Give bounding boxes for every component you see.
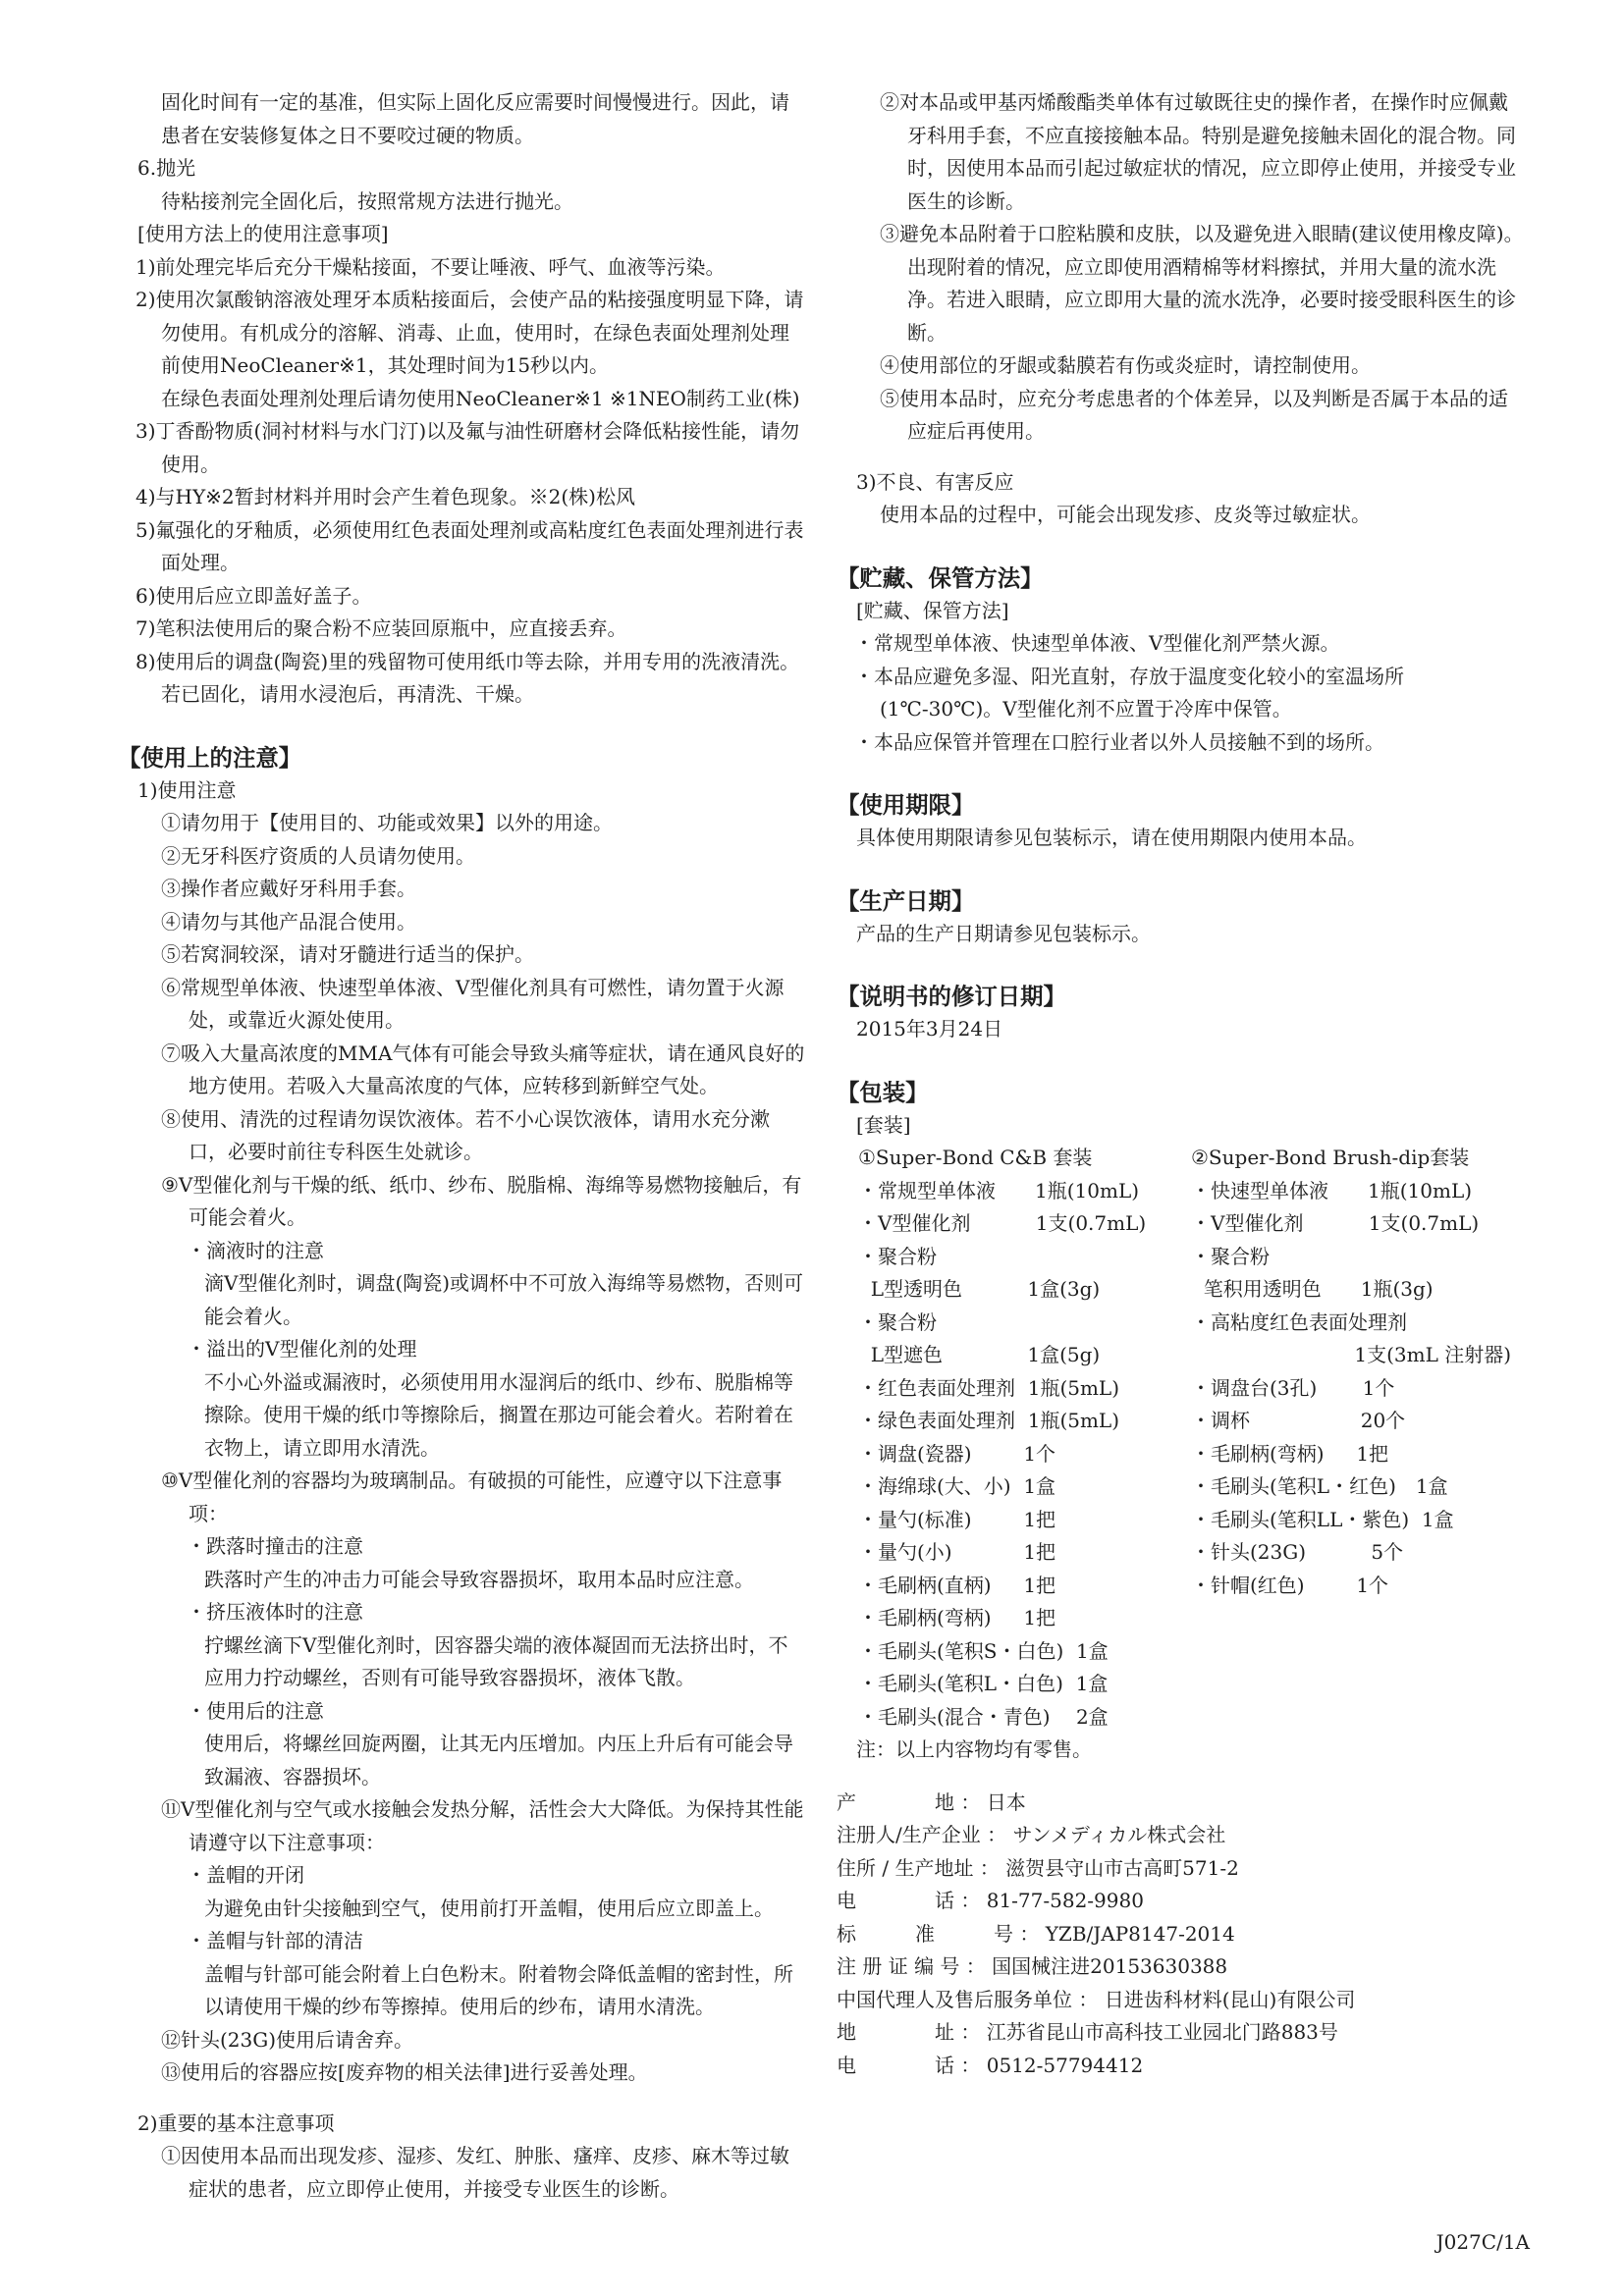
paragraph: ⑪V型催化剂与空气或水接触会发热分解，活性会大大降低。为保持其性能请遵守以下注意事项： <box>161 1797 804 1854</box>
package-item: ・常规型单体液 1瓶(10mL) <box>858 1178 1140 1202</box>
package-item: ・海绵球(大、小) 1盒 <box>858 1474 1056 1498</box>
paragraph: 为避免由针尖接触到空气，使用前打开盖帽，使用后应立即盖上。 <box>204 1896 774 1920</box>
paragraph: [贮藏、保管方法] <box>856 598 1009 622</box>
paragraph: 滴V型催化剂时，调盘(陶瓷)或调杯中不可放入海绵等易燃物，否则可能会着火。 <box>204 1271 804 1328</box>
paragraph: ⑬使用后的容器应按[废弃物的相关法律]进行妥善处理。 <box>161 2060 648 2084</box>
paragraph: 具体使用期限请参见包装标示，请在使用期限内使用本品。 <box>856 826 1367 849</box>
paragraph: ⑤若窝洞较深，请对牙髓进行适当的保护。 <box>161 942 534 966</box>
package-col-brush-dip <box>1191 1142 1524 1734</box>
paragraph: ④请勿与其他产品混合使用。 <box>161 909 416 934</box>
paragraph: ③操作者应戴好牙科用手套。 <box>161 877 416 900</box>
paragraph: 待粘接剂完全固化后，按照常规方法进行抛光。 <box>161 188 573 213</box>
info-line: 注 册 证 编 号 ： 国国械注进20153630388 <box>837 1954 1228 1978</box>
paragraph: ①因使用本品而出现发疹、湿疹、发红、肿胀、瘙痒、皮疹、麻木等过敏症状的患者，应立即停止使用，并接受专业医生的诊断。 <box>161 2144 789 2201</box>
paragraph: 使用本品的过程中，可能会出现发疹、皮炎等过敏症状。 <box>880 503 1371 526</box>
paragraph: 固化时间有一定的基准，但实际上固化反应需要时间慢慢进行。因此，请患者在安装修复体之日不要咬过硬的物质。 <box>161 90 789 147</box>
package-item: ・量勺(小) 1把 <box>858 1540 1056 1564</box>
package-table <box>837 1142 1524 1734</box>
package-item: ・毛刷柄(直柄) 1把 <box>858 1573 1056 1597</box>
spacer <box>837 759 1524 788</box>
package-item: ・针头(23G) 5个 <box>1191 1540 1404 1564</box>
package-item: ・毛刷头(笔积S・白色) 1盒 <box>858 1638 1109 1663</box>
paragraph: 拧螺丝滴下V型催化剂时，因容器尖端的液体凝固而无法挤出时，不应用力拧动螺丝，否则有可能导致容器损坏，液体飞散。 <box>204 1632 788 1689</box>
paragraph: 产品的生产日期请参见包装标示。 <box>856 921 1151 945</box>
left-column <box>118 86 805 2206</box>
section-heading: 【使用期限】 <box>837 791 975 819</box>
package-item: ・高粘度红色表面处理剂 <box>1191 1309 1407 1334</box>
package-note: 注：以上内容物均有零售。 <box>856 1737 1092 1761</box>
section-heading: 【包装】 <box>837 1078 929 1106</box>
paragraph: 3)丁香酚物质(洞衬材料与水门汀)以及氟与油性研磨材会降低粘接性能，请勿使用。 <box>135 419 800 476</box>
spacer <box>837 855 1524 884</box>
section-heading: 【贮藏、保管方法】 <box>837 563 1044 592</box>
paragraph: ・挤压液体时的注意 <box>187 1600 363 1624</box>
spacer <box>837 449 1524 466</box>
info-line: 电 话 ： 0512-57794412 <box>837 2053 1144 2077</box>
paragraph: 8)使用后的调盘(陶瓷)里的残留物可使用纸巾等去除，并用专用的洗液清洗。若已固化，请用水浸泡后，再清洗、干燥。 <box>135 649 800 706</box>
info-line: 地 址 ： 江苏省昆山市高科技工业园北门路883号 <box>837 2020 1338 2044</box>
package-item: ・V型催化剂 1支(0.7mL) <box>858 1211 1147 1235</box>
info-line: 电 话 ： 81-77-582-9980 <box>837 1889 1144 1912</box>
paragraph: 盖帽与针部可能会附着上白色粉末。附着物会降低盖帽的密封性，所以请使用干燥的纱布等擦掉。使用后的纱布，请用水清洗。 <box>204 1961 793 2018</box>
section-heading: 【使用上的注意】 <box>118 743 302 772</box>
package-item: ・毛刷头(笔积L・红色) 1盒 <box>1191 1474 1448 1498</box>
info-line: 标 准 号 ： YZB/JAP8147-2014 <box>837 1921 1235 1946</box>
package-item: ・聚合粉 <box>858 1309 937 1334</box>
spacer <box>837 950 1524 980</box>
paragraph: 7)笔积法使用后的聚合粉不应装回原瓶中，应直接丢弃。 <box>135 616 627 640</box>
paragraph: 使用后，将螺丝回旋两圈，让其无内压增加。内压上升后有可能会导致漏液、容器损坏。 <box>204 1732 793 1789</box>
info-line: 产 地 ： 日本 <box>837 1789 1026 1814</box>
info-line: 注册人/生产企业 ： サンメディカル株式会社 <box>837 1823 1226 1846</box>
paragraph: ・溢出的V型催化剂的处理 <box>187 1337 417 1361</box>
right-column <box>837 86 1524 2082</box>
paragraph: 6.抛光 <box>137 156 196 180</box>
paragraph: ⑦吸入大量高浓度的MMA气体有可能会导致头痛等症状，请在通风良好的地方使用。若吸入大量高浓度的气体，应转移到新鲜空气处。 <box>161 1041 805 1097</box>
package-item: ・针帽(红色) 1个 <box>1191 1573 1389 1597</box>
paragraph: 1)前处理完毕后充分干燥粘接面，不要让唾液、呼气、血液等污染。 <box>135 254 726 279</box>
package-item: 1支(3mL 注射器) <box>1191 1343 1512 1366</box>
paragraph: ・本品应保管并管理在口腔行业者以外人员接触不到的场所。 <box>854 729 1384 754</box>
paragraph: ⑤使用本品时，应充分考虑患者的个体差异，以及判断是否属于本品的适应症后再使用。 <box>880 386 1508 443</box>
paragraph: ・盖帽与针部的清洁 <box>187 1929 363 1952</box>
package-item: ②Super-Bond Brush-dip套装 <box>1191 1146 1470 1169</box>
document-code: J027C/1A <box>1435 2230 1530 2254</box>
paragraph: 3)不良、有害反应 <box>856 469 1014 494</box>
package-item: ・绿色表面处理剂 1瓶(5mL) <box>858 1409 1120 1432</box>
paragraph: 6)使用后应立即盖好盖子。 <box>135 583 372 608</box>
paragraph: ①请勿用于【使用目的、功能或效果】以外的用途。 <box>161 811 613 834</box>
paragraph: 5)氟强化的牙釉质，必须使用红色表面处理剂或高粘度红色表面处理剂进行表面处理。 <box>135 517 804 574</box>
package-item: ・红色表面处理剂 1瓶(5mL) <box>858 1375 1120 1400</box>
paragraph: 不小心外溢或漏液时，必须使用用水湿润后的纸巾、纱布、脱脂棉等擦除。使用干燥的纸巾等擦除后，搁置在那边可能会着火。若附着在衣物上，请立即用水清洗。 <box>204 1369 793 1460</box>
paragraph: 跌落时产生的冲击力可能会导致容器损坏，取用本品时应注意。 <box>204 1567 754 1591</box>
paragraph: ③避免本品附着于口腔粘膜和皮肤，以及避免进入眼睛(建议使用橡皮障)。出现附着的情况，应立即使用酒精棉等材料擦拭，并用大量的流水洗净。若进入眼睛，应立即用大量的流水洗净，必要时接受眼科医生的诊断。 <box>880 222 1524 345</box>
paragraph: ⑩V型催化剂的容器均为玻璃制品。有破损的可能性，应遵守以下注意事项： <box>161 1468 783 1525</box>
paragraph: ②对本品或甲基丙烯酸酯类单体有过敏既往史的操作者，在操作时应佩戴牙科用手套，不应直接接触本品。特别是避免接触未固化的混合物。同时，因使用本品而引起过敏症状的情况，应立即停止使用，并接受专业医生的诊断。 <box>880 90 1516 213</box>
spacer <box>837 1046 1524 1076</box>
paragraph: ⑫针头(23G)使用后请舍弃。 <box>161 2027 414 2052</box>
paragraph: ・使用后的注意 <box>187 1698 324 1723</box>
spacer <box>118 712 805 741</box>
manufacturer-info <box>837 1787 1524 2083</box>
paragraph: [使用方法上的使用注意事项] <box>137 222 389 245</box>
package-item: ・量勺(标准) 1把 <box>858 1507 1056 1531</box>
paragraph: 4)与HY※2暂封材料并用时会产生着色现象。※2(株)松风 <box>135 485 635 508</box>
spacer <box>118 2090 805 2108</box>
package-item: 笔积用透明色 1瓶(3g) <box>1191 1277 1434 1301</box>
package-item: L型遮色 1盒(5g) <box>858 1343 1101 1366</box>
package-item: ・调盘(瓷器) 1个 <box>858 1441 1056 1466</box>
package-item: ・毛刷头(笔积LL・紫色) 1盒 <box>1191 1507 1454 1531</box>
package-item: L型透明色 1盒(3g) <box>858 1277 1101 1301</box>
paragraph: 2015年3月24日 <box>856 1017 1003 1041</box>
paragraph: ④使用部位的牙龈或黏膜若有伤或炎症时，请控制使用。 <box>880 353 1371 377</box>
section-heading: 【生产日期】 <box>837 886 975 915</box>
package-col-cb <box>858 1142 1191 1734</box>
section-heading: 【说明书的修订日期】 <box>837 983 1066 1010</box>
paragraph: ⑨V型催化剂与干燥的纸、纸巾、纱布、脱脂棉、海绵等易燃物接触后，有可能会着火。 <box>161 1172 802 1229</box>
paragraph: ・本品应避免多湿、阳光直射，存放于温度变化较小的室温场所(1℃-30℃)。V型催化剂不应置于冷库中保管。 <box>854 664 1404 721</box>
paragraph: 2)重要的基本注意事项 <box>137 2110 335 2135</box>
paragraph: ⑧使用、清洗的过程请勿误饮液体。若不小心误饮液体，请用水充分漱口，必要时前往专科医生处就诊。 <box>161 1106 770 1163</box>
spacer <box>837 532 1524 561</box>
package-item: ・聚合粉 <box>1191 1244 1270 1268</box>
package-item: ・V型催化剂 1支(0.7mL) <box>1191 1211 1480 1235</box>
paragraph: 在绿色表面处理剂处理后请勿使用NeoCleaner※1 ※1NEO制药工业(株) <box>161 386 800 410</box>
paragraph: 1)使用注意 <box>137 777 237 802</box>
paragraph: ②无牙科医疗资质的人员请勿使用。 <box>161 843 475 868</box>
right-flow <box>837 86 1524 1142</box>
package-item: ・毛刷柄(弯柄) 1把 <box>1191 1441 1389 1466</box>
package-item: ・调杯 20个 <box>1191 1409 1406 1432</box>
paragraph: ⑥常规型单体液、快速型单体液、V型催化剂具有可燃性，请勿置于火源处，或靠近火源处使用。 <box>161 975 785 1032</box>
package-item: ・毛刷头(混合・青色) 2盒 <box>858 1704 1109 1729</box>
paragraph: ・跌落时撞击的注意 <box>187 1534 363 1558</box>
info-line: 中国代理人及售后服务单位 ： 日进齿科材料(昆山)有限公司 <box>837 1987 1356 2011</box>
paragraph: ・滴液时的注意 <box>187 1238 324 1262</box>
package-item: ①Super-Bond C&B 套装 <box>858 1146 1093 1169</box>
paragraph: ・盖帽的开闭 <box>187 1863 304 1887</box>
package-item: ・毛刷柄(弯柄) 1把 <box>858 1606 1056 1629</box>
package-item: ・快速型单体液 1瓶(10mL) <box>1191 1178 1473 1202</box>
package-item: ・调盘台(3孔) 1个 <box>1191 1375 1395 1400</box>
info-line: 住所 / 生产地址 ： 滋贺县守山市古高町571-2 <box>837 1855 1239 1880</box>
paragraph: ・常规型单体液、快速型单体液、V型催化剂严禁火源。 <box>854 631 1340 655</box>
package-item: ・聚合粉 <box>858 1244 937 1268</box>
paragraph: [套装] <box>856 1112 911 1137</box>
package-item: ・毛刷头(笔积L・白色) 1盒 <box>858 1672 1109 1695</box>
paragraph: 2)使用次氯酸钠溶液处理牙本质粘接面后，会使产品的粘接强度明显下降，请勿使用。有机成分的溶解、消毒、止血，使用时，在绿色表面处理剂处理前使用NeoCleaner※1，其处理时间为15秒以内。 <box>135 288 804 377</box>
